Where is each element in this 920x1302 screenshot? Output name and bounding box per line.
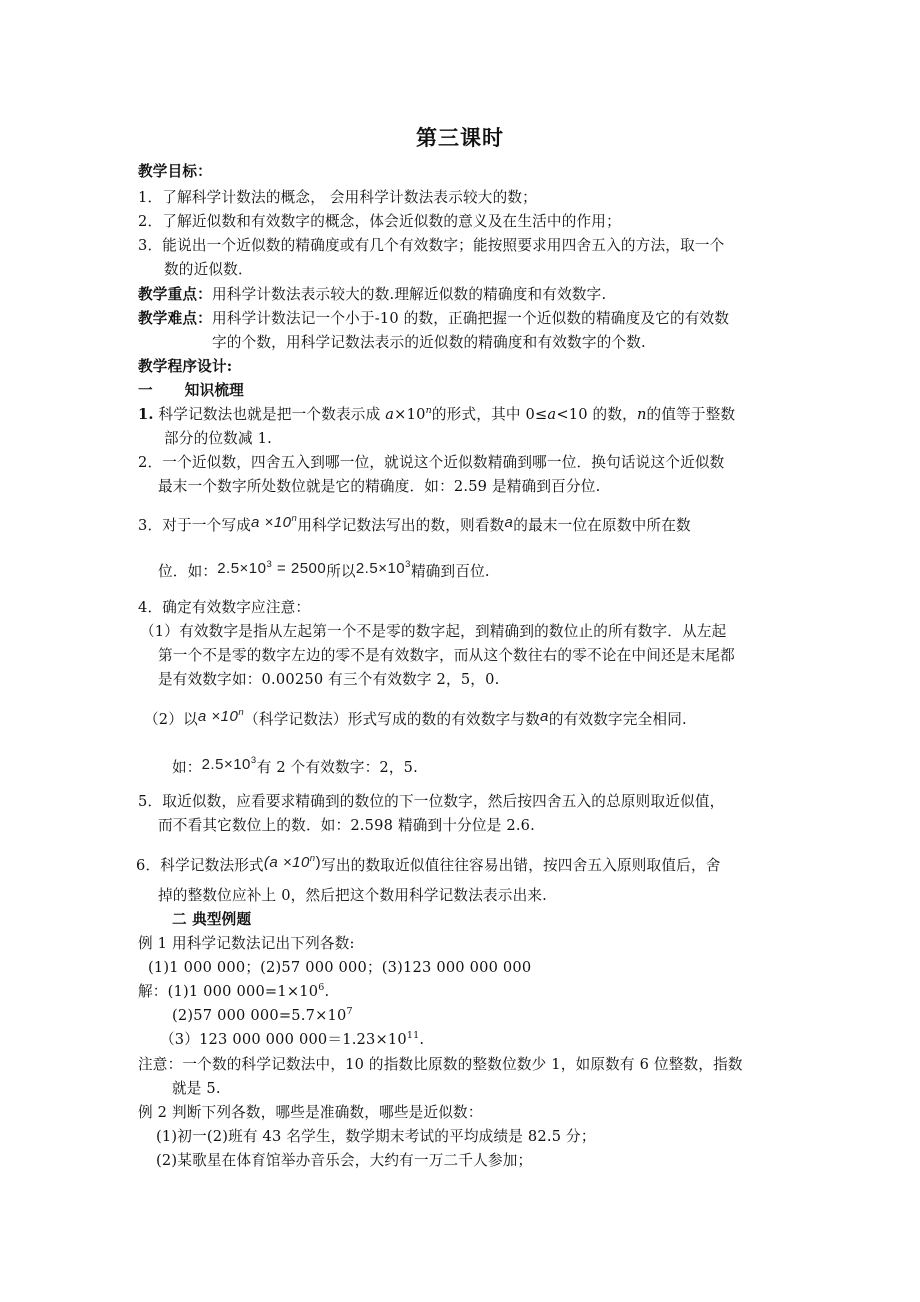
point-1-lt: <10 的数， xyxy=(556,406,637,423)
formula-paren-a-times-10n xyxy=(264,853,321,873)
difficulty-text-line2: 字的个数，用科学记数法表示的近似数的精确度和有效数字的个数. xyxy=(212,334,646,351)
point-2-line1: 2．一个近似数，四舍五入到哪一位，就说这个近似数精确到哪一位．换句话说这个近似数 xyxy=(138,454,725,471)
point-3-mid: 用科学记数法写出的数，则看数 xyxy=(297,517,505,534)
formula-a-times-10n xyxy=(251,513,297,533)
point-4-line1: 4．确定有效数字应注意： xyxy=(138,599,311,616)
solution-exponent: 11 xyxy=(406,1030,420,1042)
point-1 xyxy=(138,405,735,425)
times-ten: ×10 xyxy=(394,406,426,423)
point-3-post: 精确到百位. xyxy=(410,563,490,580)
point-6-line1 xyxy=(136,853,721,876)
point-4-example xyxy=(172,755,419,778)
example-1-title: 例 1 用科学记数法记出下列各数: xyxy=(138,935,355,952)
point-3-example-label: 位．如： xyxy=(158,563,218,580)
note-line2: 就是 5. xyxy=(172,1080,221,1097)
point-6-line2: 掉的整数位应补上 0，然后把这个数用科学记数法表示出来. xyxy=(158,887,548,904)
section-heading-examples: 二 典型例题 xyxy=(172,911,252,928)
formula-exponent: 3 xyxy=(405,559,411,570)
solution-period: . xyxy=(419,1031,425,1048)
point-1-line2: 部分的位数减 1. xyxy=(164,430,272,447)
key-point-label: 教学重点： xyxy=(138,286,212,303)
exponent-n: n xyxy=(425,405,432,417)
difficulty-label: 教学难点： xyxy=(138,310,212,327)
formula-a: a xyxy=(504,514,514,531)
formula-text: (a ×10 xyxy=(263,854,310,871)
example-1-solution-2 xyxy=(172,1006,353,1026)
point-6-post: 写出的数取近似值往往容易出错，按四舍五入原则取值后，舍 xyxy=(321,857,721,874)
formula-text: 2.5×10 xyxy=(201,756,251,773)
point-1-post: 的值等于整数 xyxy=(646,406,736,423)
point-1-text: 科学记数法也就是把一个数表示成 xyxy=(158,406,381,423)
objective-item: 2．了解近似数和有效数字的概念，体会近似数的意义及在生活中的作用； xyxy=(138,213,621,230)
formula-exponent: n xyxy=(238,707,245,718)
formula-text: 2.5×10 xyxy=(217,560,267,577)
sub2-post: 的有效数字完全相同. xyxy=(548,711,687,728)
sub2-text: （2）以 xyxy=(144,711,198,728)
solution-text: 解：(1)1 000 000=1×10 xyxy=(138,983,319,1000)
example-2-item-2: (2)某歌星在体育馆举办音乐会，大约有一万二千人参加； xyxy=(156,1152,533,1169)
formula-2-5-times-10-3 xyxy=(202,755,257,775)
solution-exponent: 6 xyxy=(318,982,325,994)
formula-a-times-10n xyxy=(198,707,244,727)
solution-period: . xyxy=(324,983,330,1000)
objective-item: 数的近似数． xyxy=(164,261,253,278)
key-point-text: 用科学计数法表示较大的数.理解近似数的精确度和有效数字. xyxy=(211,286,607,303)
formula-a: a xyxy=(540,708,549,725)
point-1-mid: 的形式，其中 0≤ xyxy=(431,406,548,423)
solution-exponent: 7 xyxy=(346,1006,353,1018)
point-3-post: 的最末一位在原数中所在数 xyxy=(513,517,691,534)
difficulty xyxy=(138,309,729,329)
point-6-text: 6．科学记数法形式 xyxy=(136,857,264,874)
page-title: 第三课时 xyxy=(416,126,504,150)
section-number: 一 xyxy=(138,382,153,399)
example-2-item-1: (1)初一(2)班有 43 名学生，数学期末考试的平均成绩是 82.5 分； xyxy=(156,1128,596,1145)
example-label: 如： xyxy=(172,759,202,776)
formula-text: 2.5×10 xyxy=(355,560,406,577)
solution-text: (2)57 000 000=5.7×10 xyxy=(172,1007,347,1024)
formula-2-5-times-10-3 xyxy=(356,559,411,579)
variable-a: a xyxy=(547,406,557,423)
formula-exponent: 3 xyxy=(250,755,257,766)
example-1-solution-3 xyxy=(160,1030,424,1050)
point-4-sub2 xyxy=(144,707,687,730)
example-1-solution-1 xyxy=(138,982,329,1002)
solution-text: （3）123 000 000 000＝1.23×10 xyxy=(160,1031,407,1048)
objective-item: 3．能说出一个近似数的精确度或有几个有效数字；能按照要求用四舍五入的方法，取一个 xyxy=(138,237,725,254)
variable-a: a xyxy=(385,406,395,423)
program-heading: 教学程序设计: xyxy=(138,358,233,375)
section-heading-knowledge xyxy=(138,381,244,401)
formula-exponent: 3 xyxy=(266,559,273,570)
point-4-sub1-line2: 第一个不是零的数字左边的零不是有效数字，而从这个数往右的零不论在中间还是末尾都 xyxy=(158,647,735,664)
formula-exponent: n xyxy=(291,513,298,524)
point-4-sub1-line1: （1）有效数字是指从左起第一个不是零的数字起，到精确到的数位止的所有数字．从左起 xyxy=(140,623,727,640)
formula-exponent: n xyxy=(309,853,316,864)
point-5-line1: 5．取近似数，应看要求精确到的数位的下一位数字，然后按四舍五入的总原则取近似值， xyxy=(138,793,725,810)
example-2-title: 例 2 判断下列各数，哪些是准确数，哪些是近似数： xyxy=(138,1104,483,1121)
sub2-mid: （科学记数法）形式写成的数的有效数字与数 xyxy=(244,711,541,728)
difficulty-text: 用科学计数法记一个小于-10 的数，正确把握一个近似数的精确度及它的有效数 xyxy=(211,310,730,327)
formula-2500 xyxy=(217,559,326,579)
example-1-items: (1)1 000 000；(2)57 000 000；(3)123 000 000 000 xyxy=(148,959,532,976)
key-point xyxy=(138,285,606,305)
point-3-so: 所以 xyxy=(326,563,356,580)
point-3-line2 xyxy=(158,559,490,582)
note-line1: 注意：一个数的科学记数法中，10 的指数比原数的整数位数少 1，如原数有 6 位整数，指数 xyxy=(138,1056,743,1073)
point-3-text: 3．对于一个写成 xyxy=(138,517,252,534)
formula-result: = 2500 xyxy=(272,560,327,577)
point-number: 1. xyxy=(138,406,154,423)
point-5-line2: 而不看其它数位上的数．如：2.598 精确到十分位是 2.6. xyxy=(158,817,535,834)
point-4-sub1-line3: 是有效数字如：0.00250 有三个有效数字 2，5，0. xyxy=(158,671,500,688)
variable-n: n xyxy=(636,406,647,423)
example-text: 有 2 个有效数字：2，5. xyxy=(256,759,419,776)
formula-text: a ×10 xyxy=(197,708,239,725)
objective-item: 1．了解科学计数法的概念， 会用科学计数法表示较大的数； xyxy=(138,189,537,206)
objectives-heading: 教学目标： xyxy=(138,163,212,180)
point-3-line1 xyxy=(138,513,691,536)
formula-text: a ×10 xyxy=(251,514,292,531)
point-2-line2: 最末一个数字所处数位就是它的精确度．如：2.59 是精确到百分位. xyxy=(158,478,601,495)
section-title: 知识梳理 xyxy=(184,382,244,399)
formula-close-paren: ) xyxy=(315,854,322,871)
